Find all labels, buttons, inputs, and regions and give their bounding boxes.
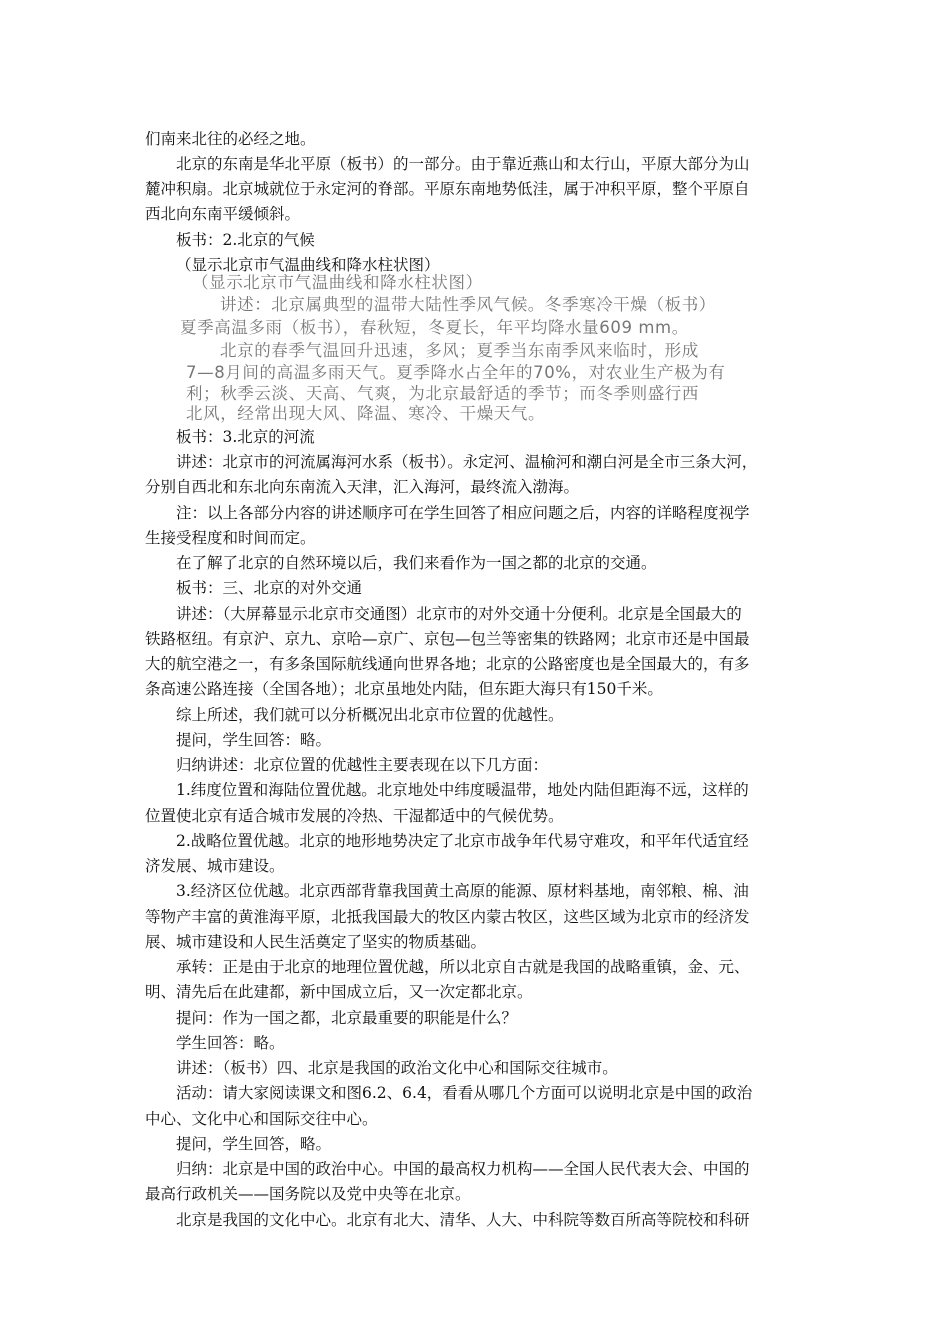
paragraph-line: 提问：作为一国之都，北京最重要的职能是什么？ [176, 1009, 518, 1027]
scan-line: 北风，经常出现大风、降温、寒冷、干燥天气。 [186, 404, 546, 423]
paragraph-line: 承转：正是由于北京的地理位置优越，所以北京自古就是我国的战略重镇，金、元、 [176, 958, 750, 976]
paragraph-line: 1.纬度位置和海陆位置优越。北京地处中纬度暖温带，地处内陆但距海不远，这样的 [176, 781, 749, 799]
scan-line: 北京的春季气温回升迅速，多风；夏季当东南季风来临时，形成 [220, 341, 699, 360]
paragraph-line: 济发展、城市建设。 [145, 857, 285, 875]
paragraph-line: 讲述：北京市的河流属海河水系（板书）。永定河、温榆河和潮白河是全市三条大河， [176, 453, 758, 471]
scanned-text-image [180, 273, 780, 423]
paragraph-line: 等物产丰富的黄淮海平原，北抵我国最大的牧区内蒙古牧区，这些区域为北京市的经济发 [145, 908, 750, 926]
paragraph-line: 生接受程度和时间而定。 [145, 529, 316, 547]
paragraph-line: 活动：请大家阅读课文和图6.2、6.4，看看从哪几个方面可以说明北京是中国的政治 [176, 1084, 753, 1102]
paragraph-line: 归纳讲述：北京位置的优越性主要表现在以下几方面： [176, 756, 549, 774]
scan-line: 利；秋季云淡、天高、气爽，为北京最舒适的季节；而冬季则盛行西 [186, 384, 699, 403]
board-heading: 板书：三、北京的对外交通 [176, 579, 363, 597]
paragraph-line: （显示北京市气温曲线和降水柱状图） [176, 256, 440, 274]
paragraph-line: 学生回答：略。 [176, 1034, 285, 1052]
scan-line: 夏季高温多雨（板书），春秋短，冬夏长，年平均降水量609 mm。 [180, 318, 689, 337]
paragraph-line: 位置使北京有适合城市发展的冷热、干湿都适中的气候优势。 [145, 807, 564, 825]
paragraph-line: 提问，学生回答，略。 [176, 1135, 332, 1153]
scan-line: 讲述：北京属典型的温带大陆性季风气候。冬季寒冷干燥（板书） [220, 295, 716, 314]
paragraph-line: 北京的东南是华北平原（板书）的一部分。由于靠近燕山和太行山，平原大部分为山 [176, 155, 750, 173]
paragraph-line: 展、城市建设和人民生活奠定了坚实的物质基础。 [145, 933, 487, 951]
paragraph-line: 最高行政机关——国务院以及党中央等在北京。 [145, 1185, 471, 1203]
paragraph-line: 明、清先后在此建都，新中国成立后，又一次定都北京。 [145, 983, 533, 1001]
board-heading: 板书：2.北京的气候 [176, 231, 315, 249]
paragraph-line: 3.经济区位优越。北京西部背靠我国黄土高原的能源、原材料基地，南邻粮、棉、油 [176, 882, 749, 900]
scan-line: （显示北京市气温曲线和降水柱状图） [192, 273, 483, 292]
board-heading: 板书：3.北京的河流 [176, 428, 315, 446]
paragraph-line: 西北向东南平缓倾斜。 [145, 205, 301, 223]
paragraph-line: 分别自西北和东北向东南流入天津，汇入海河，最终流入渤海。 [145, 478, 580, 496]
paragraph-line: 讲述：（板书）四、北京是我国的政治文化中心和国际交往城市。 [176, 1059, 618, 1077]
paragraph-line: 中心、文化中心和国际交往中心。 [145, 1110, 378, 1128]
paragraph-line: 注：以上各部分内容的讲述顺序可在学生回答了相应问题之后，内容的详略程度视学 [176, 504, 750, 522]
paragraph-line: 们南来北往的必经之地。 [145, 130, 316, 148]
paragraph-line: 讲述：（大屏幕显示北京市交通图）北京市的对外交通十分便利。北京是全国最大的 [176, 605, 742, 623]
paragraph-line: 北京是我国的文化中心。北京有北大、清华、人大、中科院等数百所高等院校和科研 [176, 1211, 750, 1229]
paragraph-line: 综上所述，我们就可以分析概况出北京市位置的优越性。 [176, 706, 564, 724]
paragraph-line: 2.战略位置优越。北京的地形地势决定了北京市战争年代易守难攻，和平年代适宜经 [176, 832, 749, 850]
paragraph-line: 在了解了北京的自然环境以后，我们来看作为一国之都的北京的交通。 [176, 554, 657, 572]
paragraph-line: 铁路枢纽。有京沪、京九、京哈—京广、京包—包兰等密集的铁路网；北京市还是中国最 [145, 630, 750, 648]
paragraph-line: 提问，学生回答：略。 [176, 731, 332, 749]
paragraph-line: 归纳：北京是中国的政治中心。中国的最高权力机构——全国人民代表大会、中国的 [176, 1160, 750, 1178]
paragraph-line: 麓冲积扇。北京城就位于永定河的脊部。平原东南地势低洼，属于冲积平原，整个平原自 [145, 180, 750, 198]
paragraph-line: 条高速公路连接（全国各地）；北京虽地处内陆，但东距大海只有150千米。 [145, 680, 663, 698]
paragraph-line: 大的航空港之一，有多条国际航线通向世界各地；北京的公路密度也是全国最大的，有多 [145, 655, 750, 673]
scan-line: 7—8月间的高温多雨天气。夏季降水占全年的70%，对农业生产极为有 [186, 363, 726, 382]
